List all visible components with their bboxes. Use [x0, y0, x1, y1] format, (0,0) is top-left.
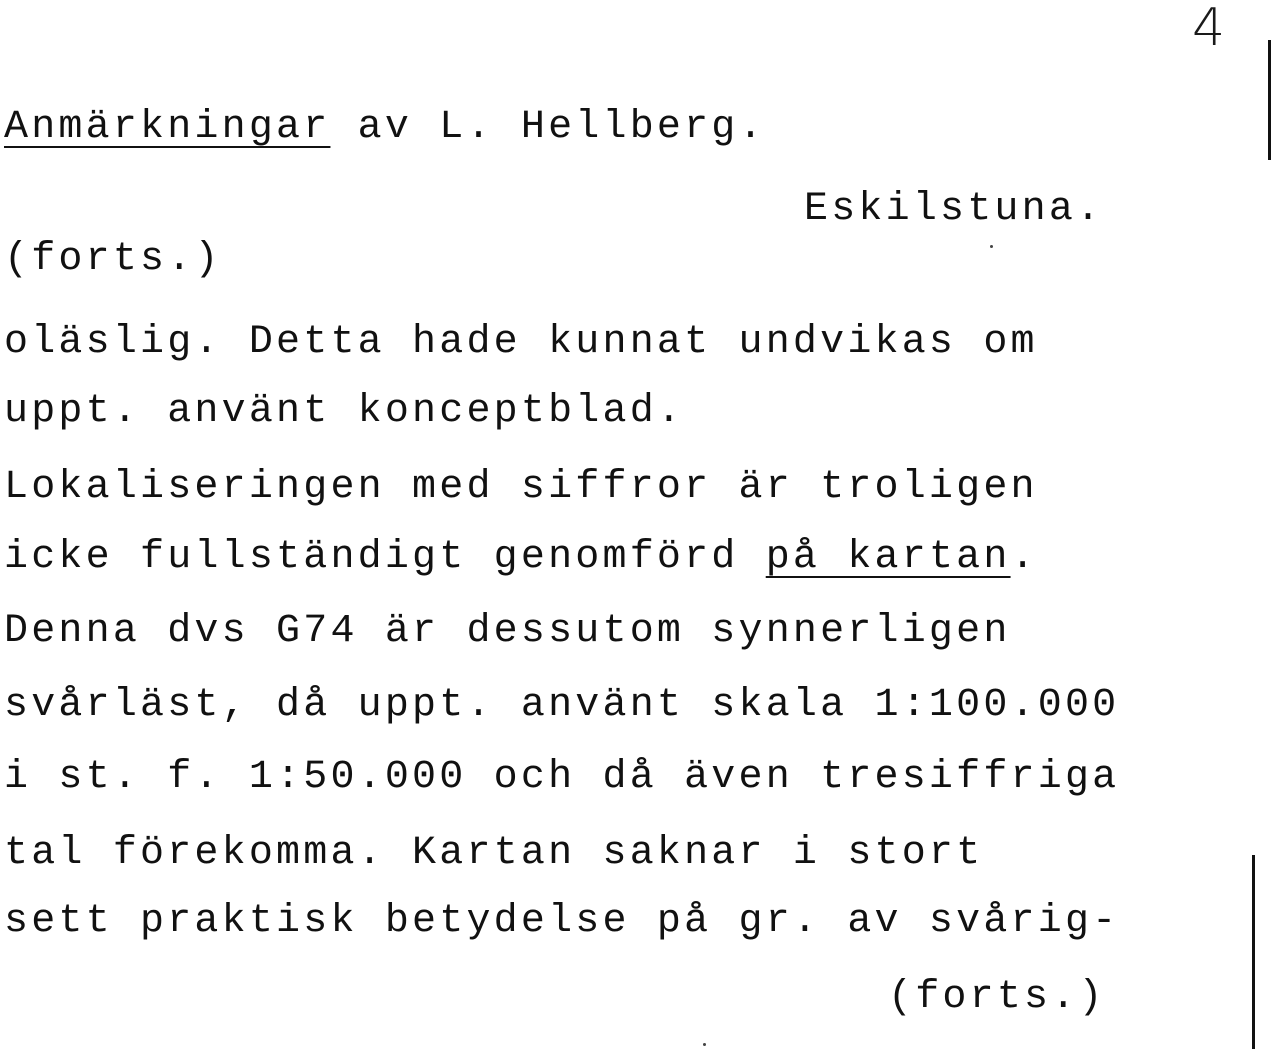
body-line-icke-start: icke fullständigt genomförd [4, 535, 766, 580]
body-line: i st. f. 1:50.000 och då även tresiffriga [4, 755, 1120, 800]
body-line-icke-end: . [1010, 535, 1038, 580]
heading [4, 105, 766, 150]
body-line: oläslig. Detta hade kunnat undvikas om [4, 320, 1038, 365]
scan-speck [990, 245, 993, 248]
continued-label-top: (forts.) [4, 237, 222, 282]
page-edge-mark-top [1268, 40, 1271, 160]
continued-label-bottom: (forts.) [888, 975, 1106, 1020]
body-line: uppt. använt konceptblad. [4, 389, 685, 434]
body-line: tal förekomma. Kartan saknar i stort [4, 831, 984, 876]
page-number: 4 [1192, 0, 1226, 58]
body-line: Denna dvs G74 är dessutom synnerligen [4, 609, 1011, 654]
place-name: Eskilstuna. [804, 187, 1104, 232]
body-line: svårläst, då uppt. använt skala 1:100.000 [4, 683, 1120, 728]
heading-author: av L. Hellberg. [330, 105, 766, 150]
page-edge-mark-bottom [1252, 855, 1255, 1049]
scan-speck [703, 1043, 706, 1046]
body-line-icke-underlined: på kartan [765, 535, 1011, 580]
body-line-icke [4, 535, 1038, 580]
heading-underlined: Anmärkningar [4, 105, 331, 150]
body-line: sett praktisk betydelse på gr. av svårig- [4, 899, 1120, 944]
body-line: Lokaliseringen med siffror är troligen [4, 465, 1038, 510]
